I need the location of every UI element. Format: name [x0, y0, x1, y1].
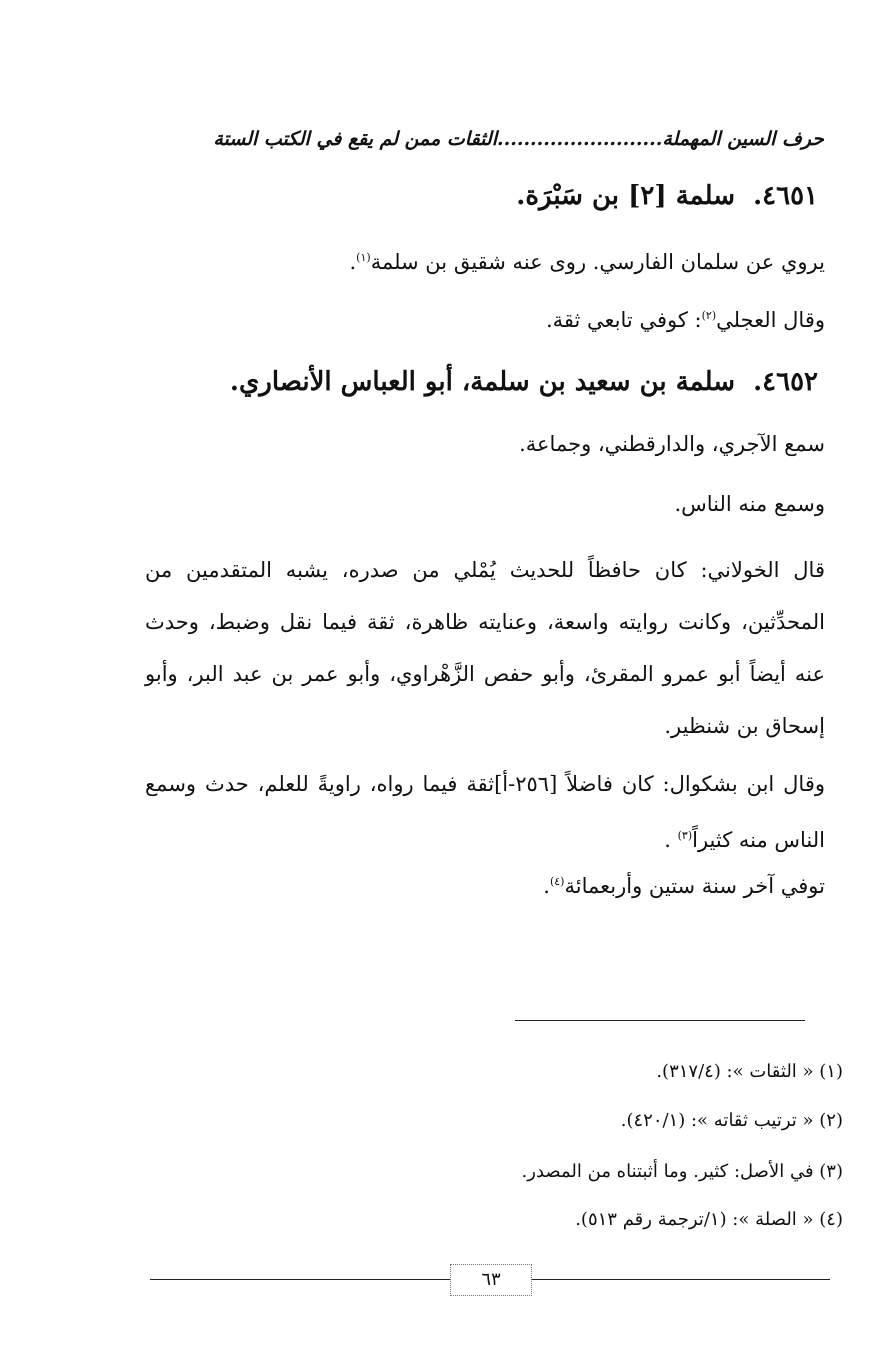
entry-name: سلمة [٢] بن سَبْرَة.: [516, 181, 736, 211]
footnote-marker: (١): [356, 251, 371, 264]
running-header: حرف السين المهملة.........................الثقات ممن لم يقع في الكتب الستة: [213, 128, 824, 150]
paragraph-khawlani: قال الخولاني: كان حافظاً للحديث يُمْلي من صدره، يشبه المتقدمين من المحدِّثين، وكانت روايته واسعة، وعنايته ظاهرة، ثقة فيما نقل وضبط، وحدث عنه أيضاً أبو عمرو المقرئ، وأبو حفص الزَّهْراوي، وأبو عمر بن عبد البر، وأبو إسحاق بن شنظير.: [145, 558, 825, 738]
line-text: يروي عن سلمان الفارسي. روى عنه شقيق بن سلمة: [370, 250, 825, 274]
line-text: سمع الآجري، والدارقطني، وجماعة.: [519, 432, 825, 456]
entry-line: [519, 426, 825, 462]
entry-number: ٤٦٥٢.: [753, 367, 818, 397]
line-text: وسمع منه الناس.: [674, 492, 825, 516]
footnote-3: (٣) في الأصل: كثير. وما أثبتناه من المصدر.: [521, 1161, 843, 1182]
footnote-marker: (٢): [701, 309, 717, 322]
entry-line: [349, 240, 825, 280]
death-line: [543, 864, 825, 904]
footnote-marker: (٤): [549, 875, 565, 888]
footnote-4: (٤) « الصلة »: (١/ترجمة رقم ٥١٣).: [575, 1209, 843, 1230]
footnote-separator: [515, 1020, 805, 1021]
entry-heading-4651: [516, 176, 818, 216]
entry-number: ٤٦٥١.: [753, 181, 818, 211]
paragraph-end: .: [664, 828, 678, 852]
footnote-2: (٢) « ترتيب ثقاته »: (٤٢٠/١).: [620, 1110, 843, 1131]
paragraph-bashkuwal: [145, 758, 825, 866]
entry-line: [546, 298, 825, 338]
entry-heading-4652: [230, 362, 818, 402]
line-end: : كوفي تابعي ثقة.: [545, 308, 702, 332]
footnote-marker: (٣): [677, 829, 693, 842]
line-text: توفي آخر سنة ستين وأربعمائة: [564, 874, 825, 898]
entry-line: [674, 486, 825, 522]
entry-name: سلمة بن سعيد بن سلمة، أبو العباس الأنصاري.: [229, 367, 736, 397]
footnote-1: (١) « الثقات »: (٣١٧/٤).: [656, 1061, 843, 1082]
paragraph-text: وقال ابن بشكوال: كان فاضلاً [٢٥٦-أ]ثقة فيما رواه، راويةً للعلم، حدث وسمع الناس منه كثيراً: [145, 772, 825, 852]
line-end: .: [349, 250, 357, 274]
line-end: .: [543, 874, 550, 898]
line-text: وقال العجلي: [716, 308, 825, 332]
page-number: ٦٣: [450, 1264, 532, 1296]
